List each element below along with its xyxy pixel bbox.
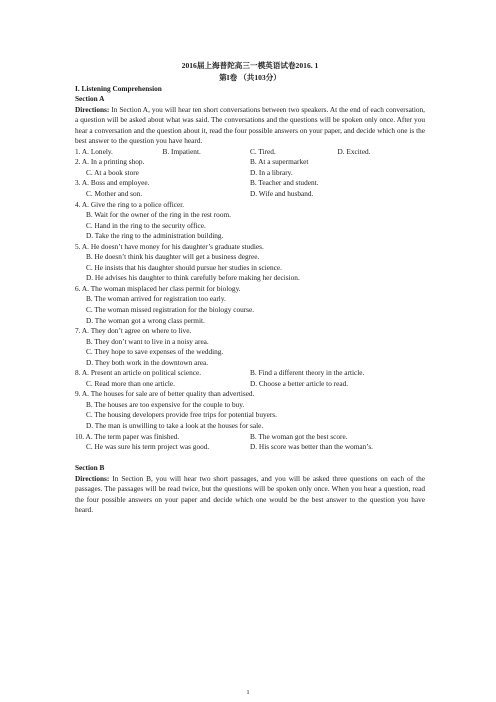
option-a: A. The woman misplaced her class permit for biology. [81, 283, 241, 293]
section-a-heading: Section A [75, 94, 105, 104]
question-number: 2. [75, 157, 81, 167]
question-8 [75, 368, 425, 389]
option-c: C. Tired. [250, 146, 276, 156]
option-a: A. Give the ring to a police officer. [81, 199, 185, 209]
option-b: B. Wait for the owner of the ring in the rest room. [86, 210, 231, 220]
question-number: 4. [75, 199, 81, 209]
question-1 [75, 147, 425, 158]
option-b: B. He doesn’t think his daughter will get a business degree. [86, 252, 260, 262]
option-d: D. Take the ring to the administration building. [86, 231, 224, 241]
option-d: D. Excited. [337, 146, 371, 156]
option-c: C. Hand in the ring to the security office. [86, 220, 206, 230]
option-d: D. The woman got a wrong class permit. [86, 315, 205, 325]
option-a: A. Boss and employee. [81, 178, 150, 188]
option-a: A. Present an article on political science. [81, 368, 202, 378]
question-10 [75, 432, 425, 453]
exam-subtitle: 第I卷 （共103分） [219, 72, 281, 82]
option-b: B. The woman got the best score. [250, 431, 348, 441]
section-a-directions [75, 105, 425, 147]
option-a: A. The houses for sale are of better quality than advertised. [81, 389, 255, 399]
question-number: 3. [75, 178, 81, 188]
question-number: 9. [75, 389, 81, 399]
option-b: B. The houses are too expensive for the couple to buy. [86, 399, 245, 409]
directions-label: Directions: [75, 104, 110, 114]
option-d: D. They both work in the downtown area. [86, 357, 209, 367]
question-9 [75, 389, 425, 431]
page-content [75, 60, 425, 516]
question-3 [75, 178, 425, 199]
option-b: B. The woman arrived for registration too early. [86, 294, 226, 304]
option-d: D. In a library. [250, 167, 293, 177]
option-c: C. The woman missed registration for the biology course. [86, 304, 255, 314]
option-d: D. Wife and husband. [250, 188, 314, 198]
question-number: 6. [75, 283, 81, 293]
option-c: C. At a book store [86, 167, 139, 177]
question-number: 7. [75, 326, 81, 336]
question-6 [75, 284, 425, 326]
question-number: 10. [75, 431, 85, 441]
section-b-heading: Section B [75, 463, 105, 473]
option-d: D. His score was better than the woman’s. [250, 442, 374, 452]
option-c: C. They hope to save expenses of the wedding. [86, 347, 224, 357]
directions-text: In Section B, you will hear two short passages, and you will be asked three questions on each of the passages. The passages will be read twice, but the questions will be spoken only once. When you hear a question, read the four possible answers on your paper and decide which one would be the best answer to the question you have heard. [75, 473, 425, 515]
part-heading: I. Listening Comprehension [75, 83, 162, 93]
page-number: 1 [246, 689, 250, 696]
directions-text: In Section A, you will hear ten short conversations between two speakers. At the end of each conversation, a question will be asked about what was said. The conversations and the questions will be spoken only once. After you hear a conversation and the question about it, read the four possible answers on your paper, and decide which one is the best answer to the question you have heard. [75, 104, 425, 146]
question-number: 1. [75, 146, 81, 156]
section-b-directions [75, 474, 425, 516]
option-d: D. He advises his daughter to think carefully before making her decision. [86, 273, 300, 283]
question-2 [75, 157, 425, 178]
option-a: A. They don’t agree on where to live. [81, 326, 192, 336]
option-b: B. Impatient. [162, 146, 201, 156]
question-4 [75, 200, 425, 242]
option-b: B. Teacher and student. [250, 178, 319, 188]
question-number: 5. [75, 241, 81, 251]
question-5 [75, 242, 425, 284]
option-a: A. He doesn’t have money for his daughter’s graduate studies. [81, 241, 264, 251]
option-a: A. The term paper was finished. [85, 431, 180, 441]
option-b: B. At a supermarket [250, 157, 309, 167]
option-c: C. Read more than one article. [86, 378, 175, 388]
question-7 [75, 326, 425, 368]
option-a: A. Lonely. [81, 146, 113, 156]
option-c: C. The housing developers provide free trips for potential buyers. [86, 410, 277, 420]
option-a: A. In a printing shop. [81, 157, 145, 167]
option-d: D. The man is unwilling to take a look at the houses for sale. [86, 421, 264, 430]
option-c: C. He was sure his term project was good. [86, 442, 210, 452]
option-b: B. They don’t want to live in a noisy area. [86, 336, 209, 346]
exam-title: 2016届上海普陀高三一模英语试卷2016. 1 [181, 61, 319, 70]
option-d: D. Choose a better article to read. [250, 378, 349, 388]
question-number: 8. [75, 368, 81, 378]
directions-label: Directions: [75, 473, 110, 483]
spacer [75, 453, 425, 464]
option-b: B. Find a different theory in the article. [250, 368, 365, 378]
option-c: C. Mother and son. [86, 188, 143, 198]
option-c: C. He insists that his daughter should pursue her studies in science. [86, 262, 282, 272]
